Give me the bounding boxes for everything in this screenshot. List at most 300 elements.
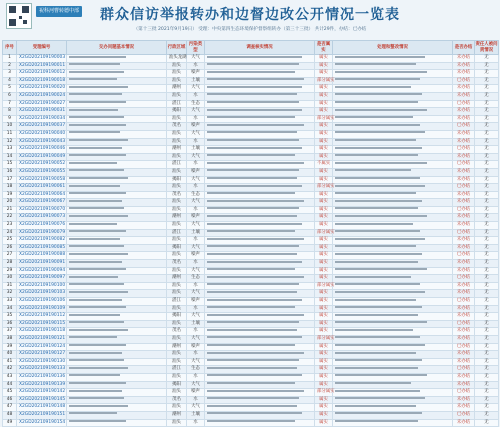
pollution-type: 噪声 <box>187 343 205 351</box>
investigation-result <box>205 70 315 78</box>
case-code: X2GD202109190011 <box>17 62 67 70</box>
case-code: X2GD202109190043 <box>17 138 67 146</box>
case-code: X2GD202109190136 <box>17 373 67 381</box>
pollution-type: 大气 <box>187 85 205 93</box>
table-row <box>3 237 499 245</box>
accountability: 无 <box>475 411 499 419</box>
case-code: X2GD202109190103 <box>17 290 67 298</box>
verified-status: 属实 <box>315 85 333 93</box>
verified-status: 属实 <box>315 130 333 138</box>
accountability: 无 <box>475 108 499 116</box>
verified-status: 属实 <box>315 381 333 389</box>
case-code: X2GD202109190088 <box>17 252 67 260</box>
completion-status: 未办结 <box>453 373 475 381</box>
verified-status: 属实 <box>315 55 333 63</box>
col-header: 污染类型 <box>187 41 205 55</box>
region: 湛江 <box>167 100 187 108</box>
case-description <box>67 320 167 328</box>
col-header: 处理和整改情况 <box>333 41 453 55</box>
completion-status: 已办结 <box>453 411 475 419</box>
pollution-type: 水 <box>187 419 205 427</box>
table-row <box>3 260 499 268</box>
handling-result <box>333 55 453 63</box>
case-description <box>67 267 167 275</box>
completion-status: 未办结 <box>453 92 475 100</box>
handling-result <box>333 214 453 222</box>
complaint-table <box>2 40 499 427</box>
col-header: 行政区域 <box>167 41 187 55</box>
accountability: 无 <box>475 267 499 275</box>
verified-status: 属实 <box>315 404 333 412</box>
verified-status: 属实 <box>315 396 333 404</box>
row-number: 37 <box>3 328 17 336</box>
table-row <box>3 130 499 138</box>
investigation-result <box>205 55 315 63</box>
investigation-result <box>205 343 315 351</box>
verified-status: 部分属实 <box>315 335 333 343</box>
pollution-type: 大气 <box>187 176 205 184</box>
pollution-type: 大气 <box>187 153 205 161</box>
case-code: X2GD202109190020 <box>17 85 67 93</box>
accountability: 无 <box>475 92 499 100</box>
accountability: 无 <box>475 358 499 366</box>
handling-result <box>333 85 453 93</box>
row-number: 35 <box>3 313 17 321</box>
region: 揭阳 <box>167 381 187 389</box>
case-code: X2GD202109190061 <box>17 184 67 192</box>
completion-status: 未办结 <box>453 62 475 70</box>
table-row <box>3 343 499 351</box>
investigation-result <box>205 282 315 290</box>
row-number: 14 <box>3 153 17 161</box>
case-description <box>67 62 167 70</box>
case-description <box>67 70 167 78</box>
case-description <box>67 282 167 290</box>
row-number: 31 <box>3 282 17 290</box>
completion-status: 已办结 <box>453 123 475 131</box>
region: 汕头 <box>167 351 187 359</box>
region: 汕头 <box>167 282 187 290</box>
verified-status: 属实 <box>315 214 333 222</box>
source-badge: 祝科河曹转德中部 <box>36 6 82 17</box>
case-code: X2GD202109190091 <box>17 260 67 268</box>
handling-result <box>333 244 453 252</box>
accountability: 无 <box>475 320 499 328</box>
investigation-result <box>205 358 315 366</box>
region: 茂名 <box>167 328 187 336</box>
completion-status: 未办结 <box>453 108 475 116</box>
case-code: X2GD202109190070 <box>17 206 67 214</box>
table-row <box>3 214 499 222</box>
investigation-result <box>205 130 315 138</box>
investigation-result <box>205 77 315 85</box>
handling-result <box>333 184 453 192</box>
table-row <box>3 411 499 419</box>
pollution-type: 水 <box>187 92 205 100</box>
accountability: 无 <box>475 282 499 290</box>
region: 汕头 <box>167 130 187 138</box>
col-header: 责任人被问责情况 <box>475 42 498 53</box>
table-row <box>3 92 499 100</box>
table-row <box>3 298 499 306</box>
region: 汕头 <box>167 389 187 397</box>
handling-result <box>333 260 453 268</box>
accountability: 无 <box>475 389 499 397</box>
case-code: X2GD202109190037 <box>17 123 67 131</box>
region: 揭阳 <box>167 313 187 321</box>
completion-status: 未办结 <box>453 237 475 245</box>
completion-status: 已办结 <box>453 389 475 397</box>
case-description <box>67 373 167 381</box>
row-number: 17 <box>3 176 17 184</box>
case-description <box>67 305 167 313</box>
row-number: 49 <box>3 419 17 427</box>
handling-result <box>333 343 453 351</box>
row-number: 32 <box>3 290 17 298</box>
investigation-result <box>205 320 315 328</box>
pollution-type: 生态 <box>187 275 205 283</box>
handling-result <box>333 366 453 374</box>
completion-status: 未办结 <box>453 191 475 199</box>
case-code: X2GD202109190148 <box>17 404 67 412</box>
completion-status: 未办结 <box>453 358 475 366</box>
table-row <box>3 252 499 260</box>
pollution-type: 土壤 <box>187 229 205 237</box>
completion-status: 未办结 <box>453 381 475 389</box>
row-number: 38 <box>3 335 17 343</box>
case-code: X2GD202109190003 <box>17 55 67 63</box>
verified-status: 属实 <box>315 100 333 108</box>
accountability: 无 <box>475 298 499 306</box>
completion-status: 已办结 <box>453 77 475 85</box>
case-code: X2GD202109190012 <box>17 70 67 78</box>
completion-status: 未办结 <box>453 282 475 290</box>
row-number: 33 <box>3 298 17 306</box>
table-row <box>3 153 499 161</box>
row-number: 5 <box>3 85 17 93</box>
row-number: 43 <box>3 373 17 381</box>
investigation-result <box>205 176 315 184</box>
page-subtitle: （第十三批 2021年9月19日） 受理：中央第四生态环境保护督察组转办（第三十三批） 共计29件，办结：已办结 <box>133 27 367 32</box>
investigation-result <box>205 313 315 321</box>
pollution-type: 大气 <box>187 358 205 366</box>
investigation-result <box>205 138 315 146</box>
pollution-type: 生态 <box>187 100 205 108</box>
completion-status: 未办结 <box>453 267 475 275</box>
verified-status: 属实 <box>315 305 333 313</box>
completion-status: 未办结 <box>453 85 475 93</box>
row-number: 26 <box>3 244 17 252</box>
completion-status: 未办结 <box>453 130 475 138</box>
handling-result <box>333 123 453 131</box>
case-description <box>67 146 167 154</box>
region: 汕头 <box>167 138 187 146</box>
case-description <box>67 130 167 138</box>
investigation-result <box>205 404 315 412</box>
accountability: 无 <box>475 313 499 321</box>
accountability: 无 <box>475 85 499 93</box>
case-code: X2GD202109190073 <box>17 214 67 222</box>
region: 潮州 <box>167 275 187 283</box>
case-description <box>67 214 167 222</box>
completion-status: 未办结 <box>453 305 475 313</box>
verified-status: 属实 <box>315 70 333 78</box>
handling-result <box>333 108 453 116</box>
col-header: 序号 <box>3 41 17 55</box>
table-row <box>3 229 499 237</box>
pollution-type: 噪声 <box>187 70 205 78</box>
region: 潮州 <box>167 411 187 419</box>
verified-status: 属实 <box>315 358 333 366</box>
case-code: X2GD202109190109 <box>17 305 67 313</box>
completion-status: 已办结 <box>453 366 475 374</box>
verified-status: 属实 <box>315 275 333 283</box>
page-header <box>0 0 500 38</box>
completion-status: 已办结 <box>453 229 475 237</box>
table-row <box>3 146 499 154</box>
verified-status: 属实 <box>315 373 333 381</box>
investigation-result <box>205 123 315 131</box>
handling-result <box>333 411 453 419</box>
case-code: X2GD202109190127 <box>17 351 67 359</box>
table-row <box>3 358 499 366</box>
handling-result <box>333 191 453 199</box>
table-row <box>3 396 499 404</box>
pollution-type: 水 <box>187 206 205 214</box>
case-description <box>67 366 167 374</box>
region: 汕头 <box>167 184 187 192</box>
verified-status: 部分属实 <box>315 184 333 192</box>
pollution-type: 生态 <box>187 366 205 374</box>
table-row <box>3 373 499 381</box>
table-row <box>3 77 499 85</box>
case-code: X2GD202109190094 <box>17 267 67 275</box>
investigation-result <box>205 191 315 199</box>
region: 汕头 <box>167 373 187 381</box>
investigation-result <box>205 260 315 268</box>
verified-status: 不属实 <box>315 161 333 169</box>
table-row <box>3 351 499 359</box>
table-row <box>3 328 499 336</box>
case-description <box>67 252 167 260</box>
case-description <box>67 419 167 427</box>
handling-result <box>333 146 453 154</box>
case-code: X2GD202109190139 <box>17 381 67 389</box>
investigation-result <box>205 92 315 100</box>
handling-result <box>333 199 453 207</box>
case-code: X2GD202109190064 <box>17 191 67 199</box>
completion-status: 未办结 <box>453 199 475 207</box>
pollution-type: 水 <box>187 328 205 336</box>
row-number: 47 <box>3 404 17 412</box>
case-code: X2GD202109190055 <box>17 168 67 176</box>
verified-status: 属实 <box>315 313 333 321</box>
accountability: 无 <box>475 260 499 268</box>
verified-status: 属实 <box>315 108 333 116</box>
verified-status: 属实 <box>315 138 333 146</box>
verified-status: 属实 <box>315 92 333 100</box>
accountability: 无 <box>475 222 499 230</box>
table-row <box>3 168 499 176</box>
table-row <box>3 366 499 374</box>
pollution-type: 土壤 <box>187 77 205 85</box>
row-number: 2 <box>3 62 17 70</box>
row-number: 7 <box>3 100 17 108</box>
verified-status: 属实 <box>315 290 333 298</box>
case-description <box>67 85 167 93</box>
table-row <box>3 123 499 131</box>
case-description <box>67 115 167 123</box>
handling-result <box>333 373 453 381</box>
case-description <box>67 260 167 268</box>
case-code: X2GD202109190046 <box>17 146 67 154</box>
table-row <box>3 389 499 397</box>
table-row <box>3 313 499 321</box>
region: 湛江 <box>167 298 187 306</box>
case-code: X2GD202109190097 <box>17 275 67 283</box>
page-title: 群众信访举报转办和边督边改公开情况一览表 <box>100 7 400 23</box>
region: 湛江 <box>167 229 187 237</box>
investigation-result <box>205 411 315 419</box>
case-code: X2GD202109190112 <box>17 313 67 321</box>
case-description <box>67 290 167 298</box>
accountability: 无 <box>475 366 499 374</box>
pollution-type: 大气 <box>187 404 205 412</box>
completion-status: 已办结 <box>453 343 475 351</box>
accountability: 无 <box>475 62 499 70</box>
row-number: 9 <box>3 115 17 123</box>
region: 汕头 <box>167 419 187 427</box>
pollution-type: 水 <box>187 305 205 313</box>
handling-result <box>333 161 453 169</box>
pollution-type: 水 <box>187 115 205 123</box>
completion-status: 未办结 <box>453 214 475 222</box>
table-row <box>3 62 499 70</box>
completion-status: 已办结 <box>453 161 475 169</box>
pollution-type: 大气 <box>187 55 205 63</box>
handling-result <box>333 70 453 78</box>
verified-status: 属实 <box>315 153 333 161</box>
case-description <box>67 176 167 184</box>
investigation-result <box>205 214 315 222</box>
case-description <box>67 298 167 306</box>
accountability: 无 <box>475 206 499 214</box>
row-number: 24 <box>3 229 17 237</box>
verified-status: 属实 <box>315 62 333 70</box>
case-description <box>67 381 167 389</box>
table-row <box>3 290 499 298</box>
table-row <box>3 267 499 275</box>
row-number: 46 <box>3 396 17 404</box>
handling-result <box>333 381 453 389</box>
investigation-result <box>205 168 315 176</box>
accountability: 无 <box>475 244 499 252</box>
table-row <box>3 199 499 207</box>
pollution-type: 水 <box>187 62 205 70</box>
completion-status: 未办结 <box>453 335 475 343</box>
case-code: X2GD202109190031 <box>17 108 67 116</box>
accountability: 无 <box>475 396 499 404</box>
pollution-type: 大气 <box>187 290 205 298</box>
pollution-type: 水 <box>187 161 205 169</box>
case-description <box>67 313 167 321</box>
accountability: 无 <box>475 290 499 298</box>
completion-status: 已办结 <box>453 320 475 328</box>
pollution-type: 大气 <box>187 381 205 389</box>
region: 汕头 <box>167 237 187 245</box>
completion-status: 未办结 <box>453 260 475 268</box>
table-row <box>3 222 499 230</box>
case-description <box>67 411 167 419</box>
completion-status: 未办结 <box>453 168 475 176</box>
row-number: 1 <box>3 55 17 63</box>
accountability: 无 <box>475 115 499 123</box>
investigation-result <box>205 366 315 374</box>
completion-status: 未办结 <box>453 115 475 123</box>
accountability: 无 <box>475 328 499 336</box>
case-description <box>67 161 167 169</box>
case-description <box>67 229 167 237</box>
row-number: 45 <box>3 389 17 397</box>
handling-result <box>333 138 453 146</box>
case-code: X2GD202109190076 <box>17 222 67 230</box>
verified-status: 部分属实 <box>315 115 333 123</box>
case-description <box>67 184 167 192</box>
investigation-result <box>205 100 315 108</box>
investigation-result <box>205 335 315 343</box>
row-number: 27 <box>3 252 17 260</box>
verified-status: 属实 <box>315 146 333 154</box>
region: 茂名 <box>167 123 187 131</box>
row-number: 40 <box>3 351 17 359</box>
verified-status: 属实 <box>315 176 333 184</box>
region: 汕头 <box>167 206 187 214</box>
handling-result <box>333 275 453 283</box>
case-code: X2GD202109190027 <box>17 100 67 108</box>
col-header: 交办问题基本情况 <box>67 41 167 55</box>
region: 汕头龙湖 <box>167 55 187 63</box>
completion-status: 已办结 <box>453 252 475 260</box>
handling-result <box>333 335 453 343</box>
investigation-result <box>205 62 315 70</box>
handling-result <box>333 396 453 404</box>
case-description <box>67 244 167 252</box>
col-header: 是否办结 <box>453 41 475 55</box>
region: 汕头 <box>167 77 187 85</box>
table-row <box>3 320 499 328</box>
region: 汕头 <box>167 320 187 328</box>
table-row <box>3 404 499 412</box>
accountability: 无 <box>475 168 499 176</box>
case-code: X2GD202109190049 <box>17 153 67 161</box>
verified-status: 属实 <box>315 328 333 336</box>
case-description <box>67 199 167 207</box>
case-code: X2GD202109190121 <box>17 335 67 343</box>
region: 茂名 <box>167 260 187 268</box>
case-code: X2GD202109190100 <box>17 282 67 290</box>
completion-status: 已办结 <box>453 100 475 108</box>
case-code: X2GD202109190145 <box>17 396 67 404</box>
region: 湛江 <box>167 366 187 374</box>
verified-status: 部分属实 <box>315 77 333 85</box>
handling-result <box>333 404 453 412</box>
pollution-type: 大气 <box>187 313 205 321</box>
handling-result <box>333 305 453 313</box>
verified-status: 属实 <box>315 199 333 207</box>
accountability: 无 <box>475 70 499 78</box>
verified-status: 属实 <box>315 191 333 199</box>
col-header: 是否属实 <box>315 41 333 55</box>
